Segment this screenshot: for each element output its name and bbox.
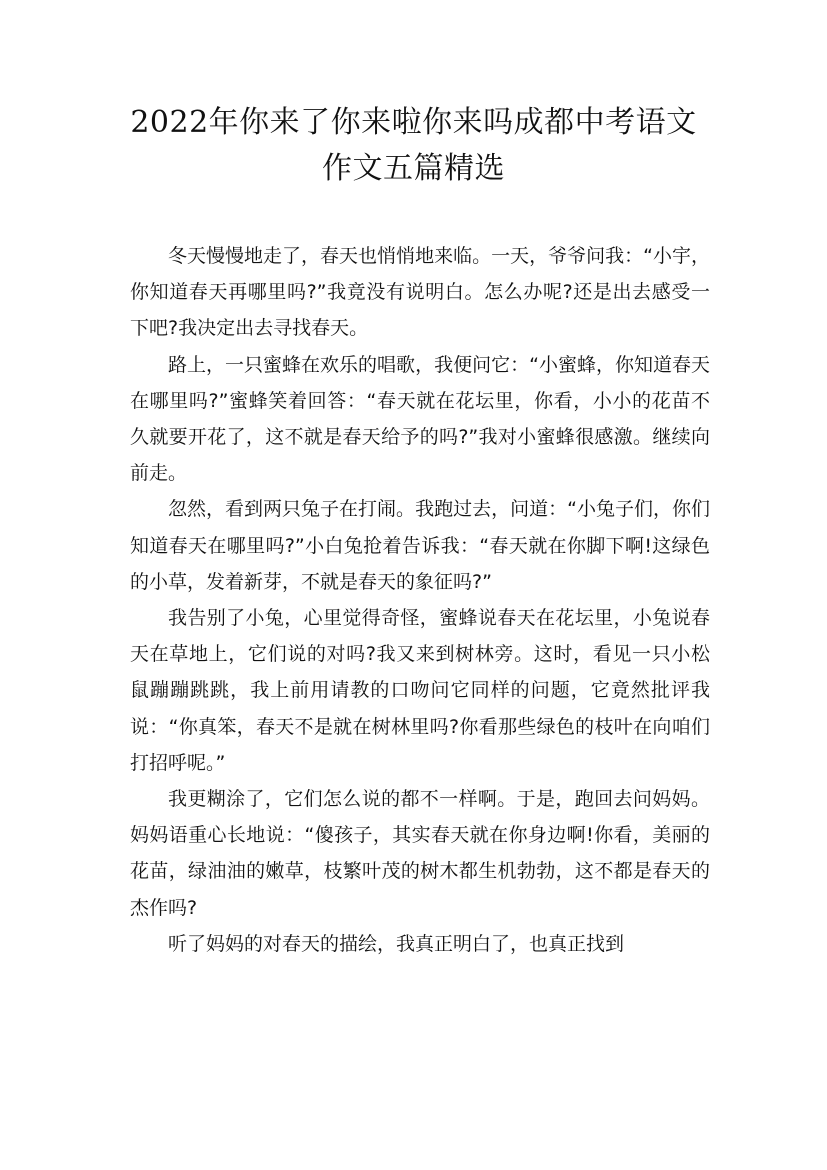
title-line-2: 作文五篇精选: [322, 151, 505, 186]
title-line-1: 2022年你来了你来啦你来吗成都中考语文: [130, 105, 697, 140]
paragraph-1: 冬天慢慢地走了，春天也悄悄地来临。一天，爷爷问我：“小宇，你知道春天再哪里吗?”我竟没有说明白。怎么办呢?还是出去感受一下吧?我决定出去寻找春天。: [130, 245, 710, 340]
article-body: [130, 238, 710, 962]
paragraph-5: 我更糊涂了，它们怎么说的都不一样啊。于是，跑回去问妈妈。妈妈语重心长地说：“傻孩子，其实春天就在你身边啊!你看，美丽的花苗，绿油油的嫩草，枝繁叶茂的树木都生机勃勃，这不都是春天的杰作吗?: [130, 788, 710, 919]
document-title: [100, 100, 727, 192]
paragraph-4: 我告别了小兔，心里觉得奇怪，蜜蜂说春天在花坛里，小兔说春天在草地上，它们说的对吗?我又来到树林旁。这时，看见一只小松鼠蹦蹦跳跳，我上前用请教的口吻问它同样的问题，它竟然批评我说：“你真笨，春天不是就在树林里吗?你看那些绿色的枝叶在向咱们打招呼呢。”: [130, 607, 710, 774]
paragraph-6: 听了妈妈的对春天的描绘，我真正明白了，也真正找到: [168, 932, 625, 955]
paragraph-3: 忽然，看到两只兔子在打闹。我跑过去，问道：“小兔子们，你们知道春天在哪里吗?”小白兔抢着告诉我：“春天就在你脚下啊!这绿色的小草，发着新芽，不就是春天的象征吗?”: [130, 498, 710, 593]
paragraph-2: 路上，一只蜜蜂在欢乐的唱歌，我便问它：“小蜜蜂，你知道春天在哪里吗?”蜜蜂笑着回答：“春天就在花坛里，你看，小小的花苗不久就要开花了，这不就是春天给予的吗?”我对小蜜蜂很感激。继续向前走。: [130, 353, 710, 485]
